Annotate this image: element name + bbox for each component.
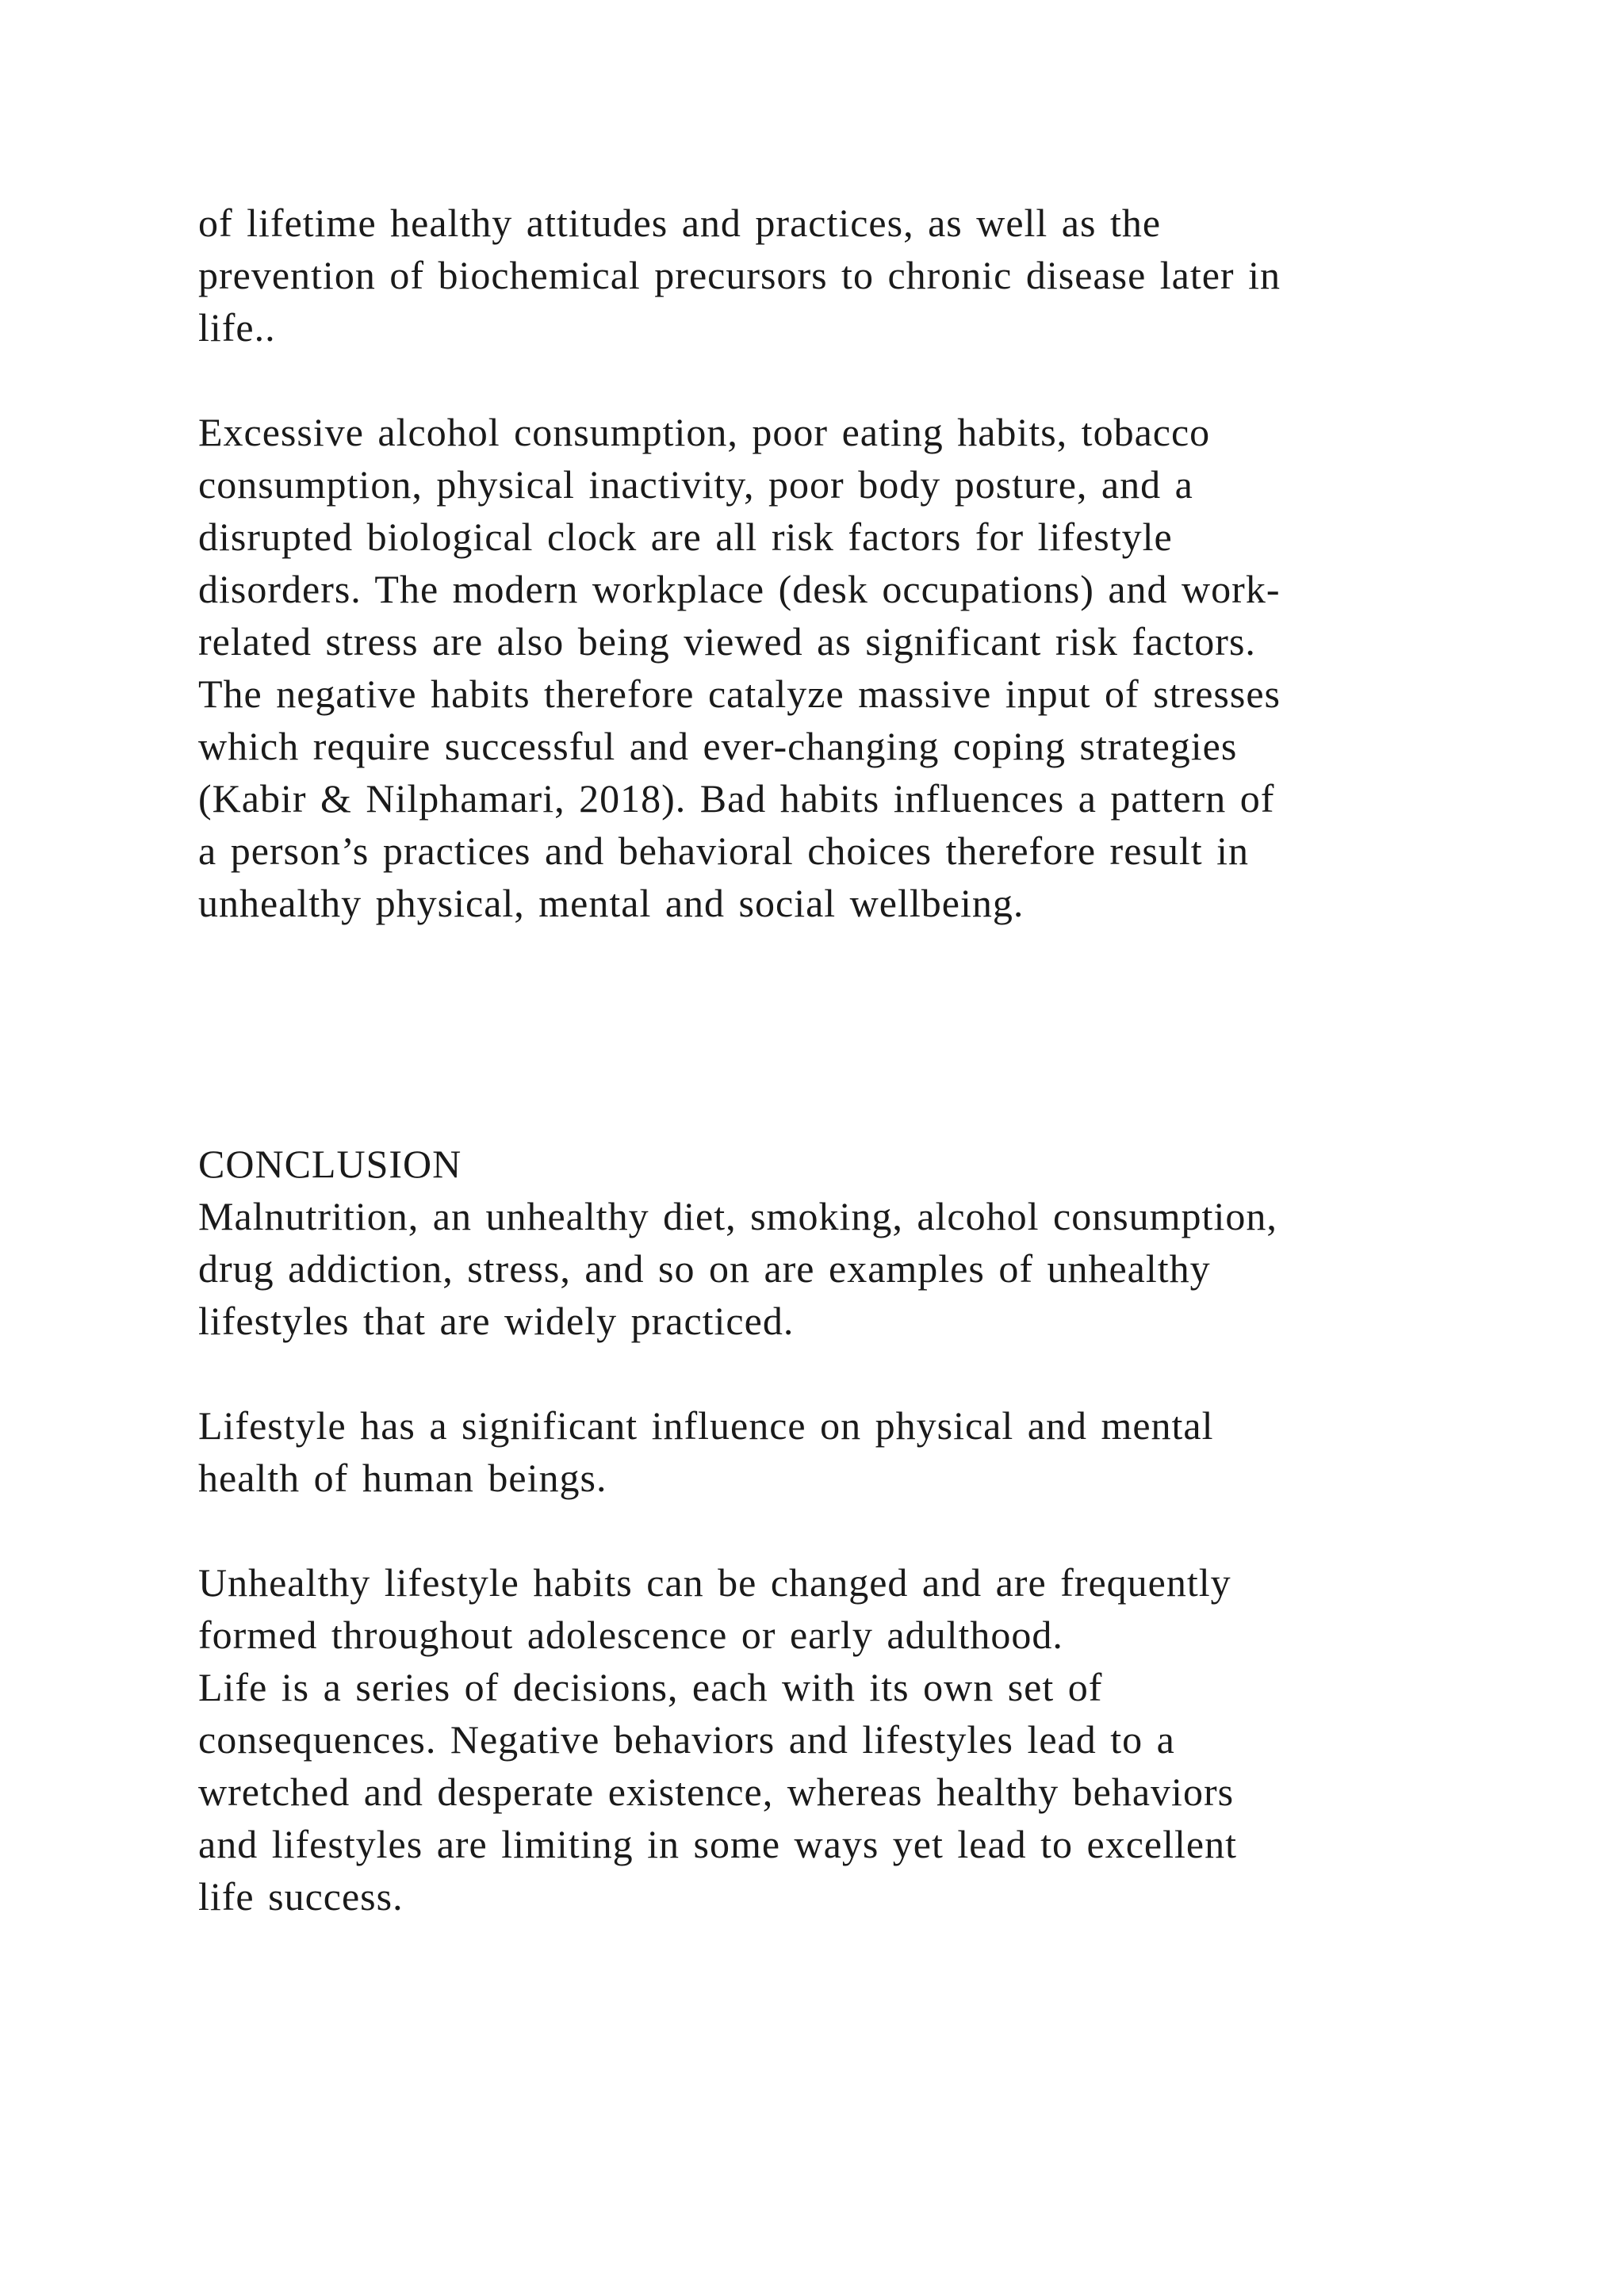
text-line: disorders. The modern workplace (desk occupations) and work- bbox=[198, 567, 1281, 611]
text-line: health of human beings. bbox=[198, 1456, 607, 1500]
text-line: life success. bbox=[198, 1874, 404, 1919]
text-line: related stress are also being viewed as significant risk factors. bbox=[198, 619, 1256, 664]
conclusion-heading: CONCLUSION bbox=[198, 1142, 462, 1186]
text-line: Malnutrition, an unhealthy diet, smoking, alcohol consumption, bbox=[198, 1194, 1277, 1238]
text-line: unhealthy physical, mental and social wellbeing. bbox=[198, 881, 1025, 925]
text-line: Life is a series of decisions, each with its own set of bbox=[198, 1665, 1103, 1709]
text-line: drug addiction, stress, and so on are examples of unhealthy bbox=[198, 1246, 1211, 1291]
text-line: The negative habits therefore catalyze massive input of stresses bbox=[198, 672, 1281, 716]
text-line: wretched and desperate existence, whereas healthy behaviors bbox=[198, 1770, 1235, 1814]
text-line: Lifestyle has a significant influence on physical and mental bbox=[198, 1403, 1214, 1448]
text-line: consequences. Negative behaviors and lifestyles lead to a bbox=[198, 1717, 1175, 1762]
text-line: consumption, physical inactivity, poor body posture, and a bbox=[198, 462, 1193, 507]
text-line: Excessive alcohol consumption, poor eating habits, tobacco bbox=[198, 410, 1211, 454]
text-line: formed throughout adolescence or early adulthood. bbox=[198, 1613, 1063, 1657]
text-line: life.. bbox=[198, 305, 276, 350]
text-line: (Kabir & Nilphamari, 2018). Bad habits influences a pattern of bbox=[198, 776, 1275, 821]
text-line: Unhealthy lifestyle habits can be changed and are frequently bbox=[198, 1560, 1231, 1605]
text-line: which require successful and ever-changing coping strategies bbox=[198, 724, 1238, 768]
text-line: a person’s practices and behavioral choices therefore result in bbox=[198, 828, 1250, 873]
text-line: prevention of biochemical precursors to chronic disease later in bbox=[198, 253, 1281, 297]
text-line: disrupted biological clock are all risk factors for lifestyle bbox=[198, 515, 1173, 559]
text-line: lifestyles that are widely practiced. bbox=[198, 1299, 795, 1343]
text-line: and lifestyles are limiting in some ways yet lead to excellent bbox=[198, 1822, 1237, 1866]
text-line: of lifetime healthy attitudes and practices, as well as the bbox=[198, 201, 1162, 245]
